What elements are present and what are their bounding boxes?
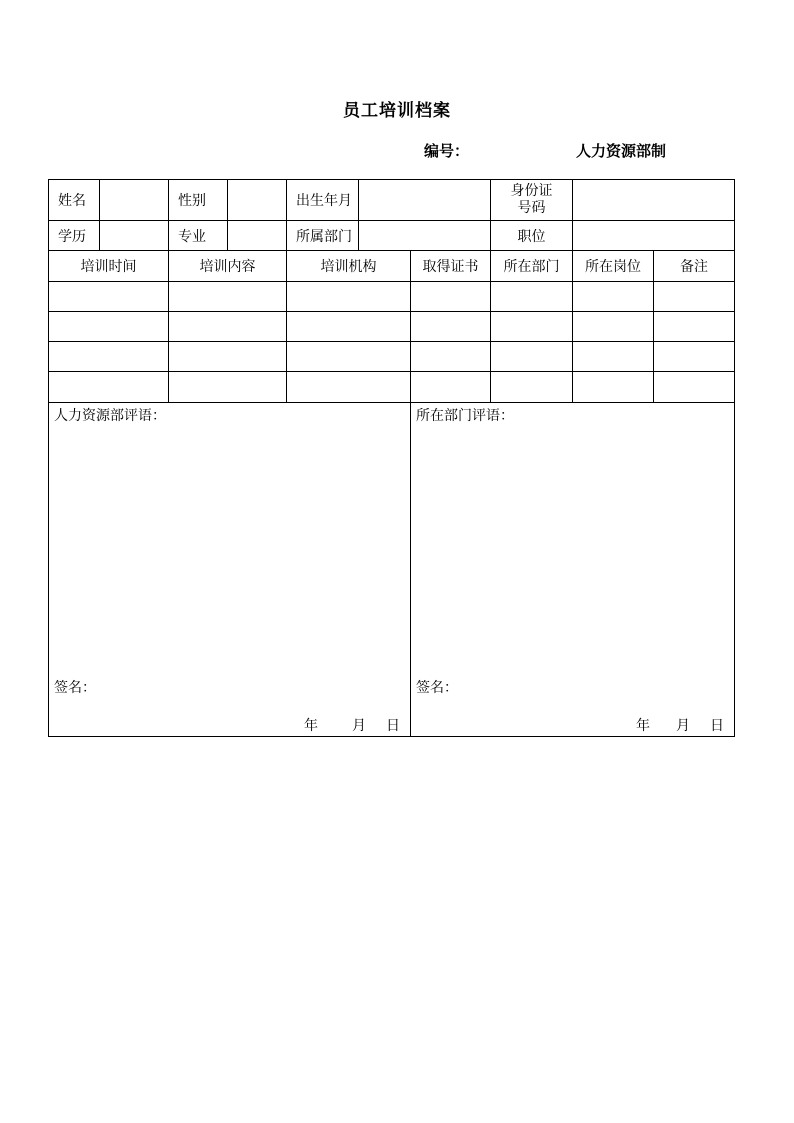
remarks-cell[interactable] <box>654 282 735 312</box>
id-number-label <box>491 180 573 221</box>
dept-date-month: 月 <box>676 718 690 734</box>
hr-signature-label: 签名： <box>54 680 96 696</box>
training-time-cell[interactable] <box>49 312 169 342</box>
certificate-cell[interactable] <box>411 372 491 403</box>
training-row <box>49 372 735 403</box>
header-certificate: 取得证书 <box>411 251 491 282</box>
header-training-content: 培训内容 <box>169 251 287 282</box>
comments-row <box>49 403 735 737</box>
header-training-time: 培训时间 <box>49 251 169 282</box>
dept-signature-label: 签名： <box>416 680 458 696</box>
training-institution-cell[interactable] <box>287 372 411 403</box>
training-record-form <box>48 179 735 737</box>
certificate-cell[interactable] <box>411 282 491 312</box>
post-cell[interactable] <box>573 282 654 312</box>
page-title: 员工培训档案 <box>343 101 451 121</box>
department-cell[interactable] <box>491 282 573 312</box>
training-time-cell[interactable] <box>49 282 169 312</box>
gender-label: 性别 <box>169 180 228 221</box>
birth-field[interactable] <box>359 180 491 221</box>
training-row <box>49 342 735 372</box>
training-institution-cell[interactable] <box>287 282 411 312</box>
id-number-label-line1: 身份证 <box>510 183 553 199</box>
name-label: 姓名 <box>49 180 100 221</box>
post-cell[interactable] <box>573 312 654 342</box>
basic-info-row-2 <box>49 221 735 251</box>
hr-date-year: 年 <box>304 718 318 734</box>
training-content-cell[interactable] <box>169 282 287 312</box>
id-number-field[interactable] <box>573 180 735 221</box>
number-label: 编号： <box>424 142 470 160</box>
hr-date-day: 日 <box>386 718 400 734</box>
department-field[interactable] <box>359 221 491 251</box>
training-content-cell[interactable] <box>169 342 287 372</box>
remarks-cell[interactable] <box>654 312 735 342</box>
department-label: 所属部门 <box>287 221 359 251</box>
education-field[interactable] <box>100 221 169 251</box>
training-content-cell[interactable] <box>169 372 287 403</box>
header-remarks: 备注 <box>654 251 735 282</box>
department-cell[interactable] <box>491 342 573 372</box>
training-time-cell[interactable] <box>49 342 169 372</box>
training-institution-cell[interactable] <box>287 342 411 372</box>
certificate-cell[interactable] <box>411 342 491 372</box>
certificate-cell[interactable] <box>411 312 491 342</box>
department-cell[interactable] <box>491 372 573 403</box>
id-number-label-line2: 号码 <box>517 200 546 216</box>
header-post: 所在岗位 <box>573 251 654 282</box>
birth-label: 出生年月 <box>287 180 359 221</box>
hr-date <box>304 715 400 735</box>
remarks-cell[interactable] <box>654 342 735 372</box>
post-cell[interactable] <box>573 372 654 403</box>
training-row <box>49 282 735 312</box>
major-label: 专业 <box>169 221 228 251</box>
training-time-cell[interactable] <box>49 372 169 403</box>
name-field[interactable] <box>100 180 169 221</box>
hr-comment-box[interactable] <box>49 403 411 737</box>
header-training-institution: 培训机构 <box>287 251 411 282</box>
issuer-label: 人力资源部制 <box>576 142 667 160</box>
position-label: 职位 <box>491 221 573 251</box>
education-label: 学历 <box>49 221 100 251</box>
hr-comment-label: 人力资源部评语： <box>54 408 166 424</box>
major-field[interactable] <box>228 221 287 251</box>
dept-date-day: 日 <box>710 718 724 734</box>
training-institution-cell[interactable] <box>287 312 411 342</box>
post-cell[interactable] <box>573 342 654 372</box>
dept-date-year: 年 <box>636 718 650 734</box>
training-row <box>49 312 735 342</box>
department-cell[interactable] <box>491 312 573 342</box>
training-content-cell[interactable] <box>169 312 287 342</box>
training-header-row <box>49 251 735 282</box>
basic-info-row-1 <box>49 180 735 221</box>
gender-field[interactable] <box>228 180 287 221</box>
hr-date-month: 月 <box>352 718 366 734</box>
remarks-cell[interactable] <box>654 372 735 403</box>
header-department: 所在部门 <box>491 251 573 282</box>
dept-date <box>636 715 724 735</box>
dept-comment-box[interactable] <box>411 403 735 737</box>
dept-comment-label: 所在部门评语： <box>416 408 514 424</box>
position-field[interactable] <box>573 221 735 251</box>
